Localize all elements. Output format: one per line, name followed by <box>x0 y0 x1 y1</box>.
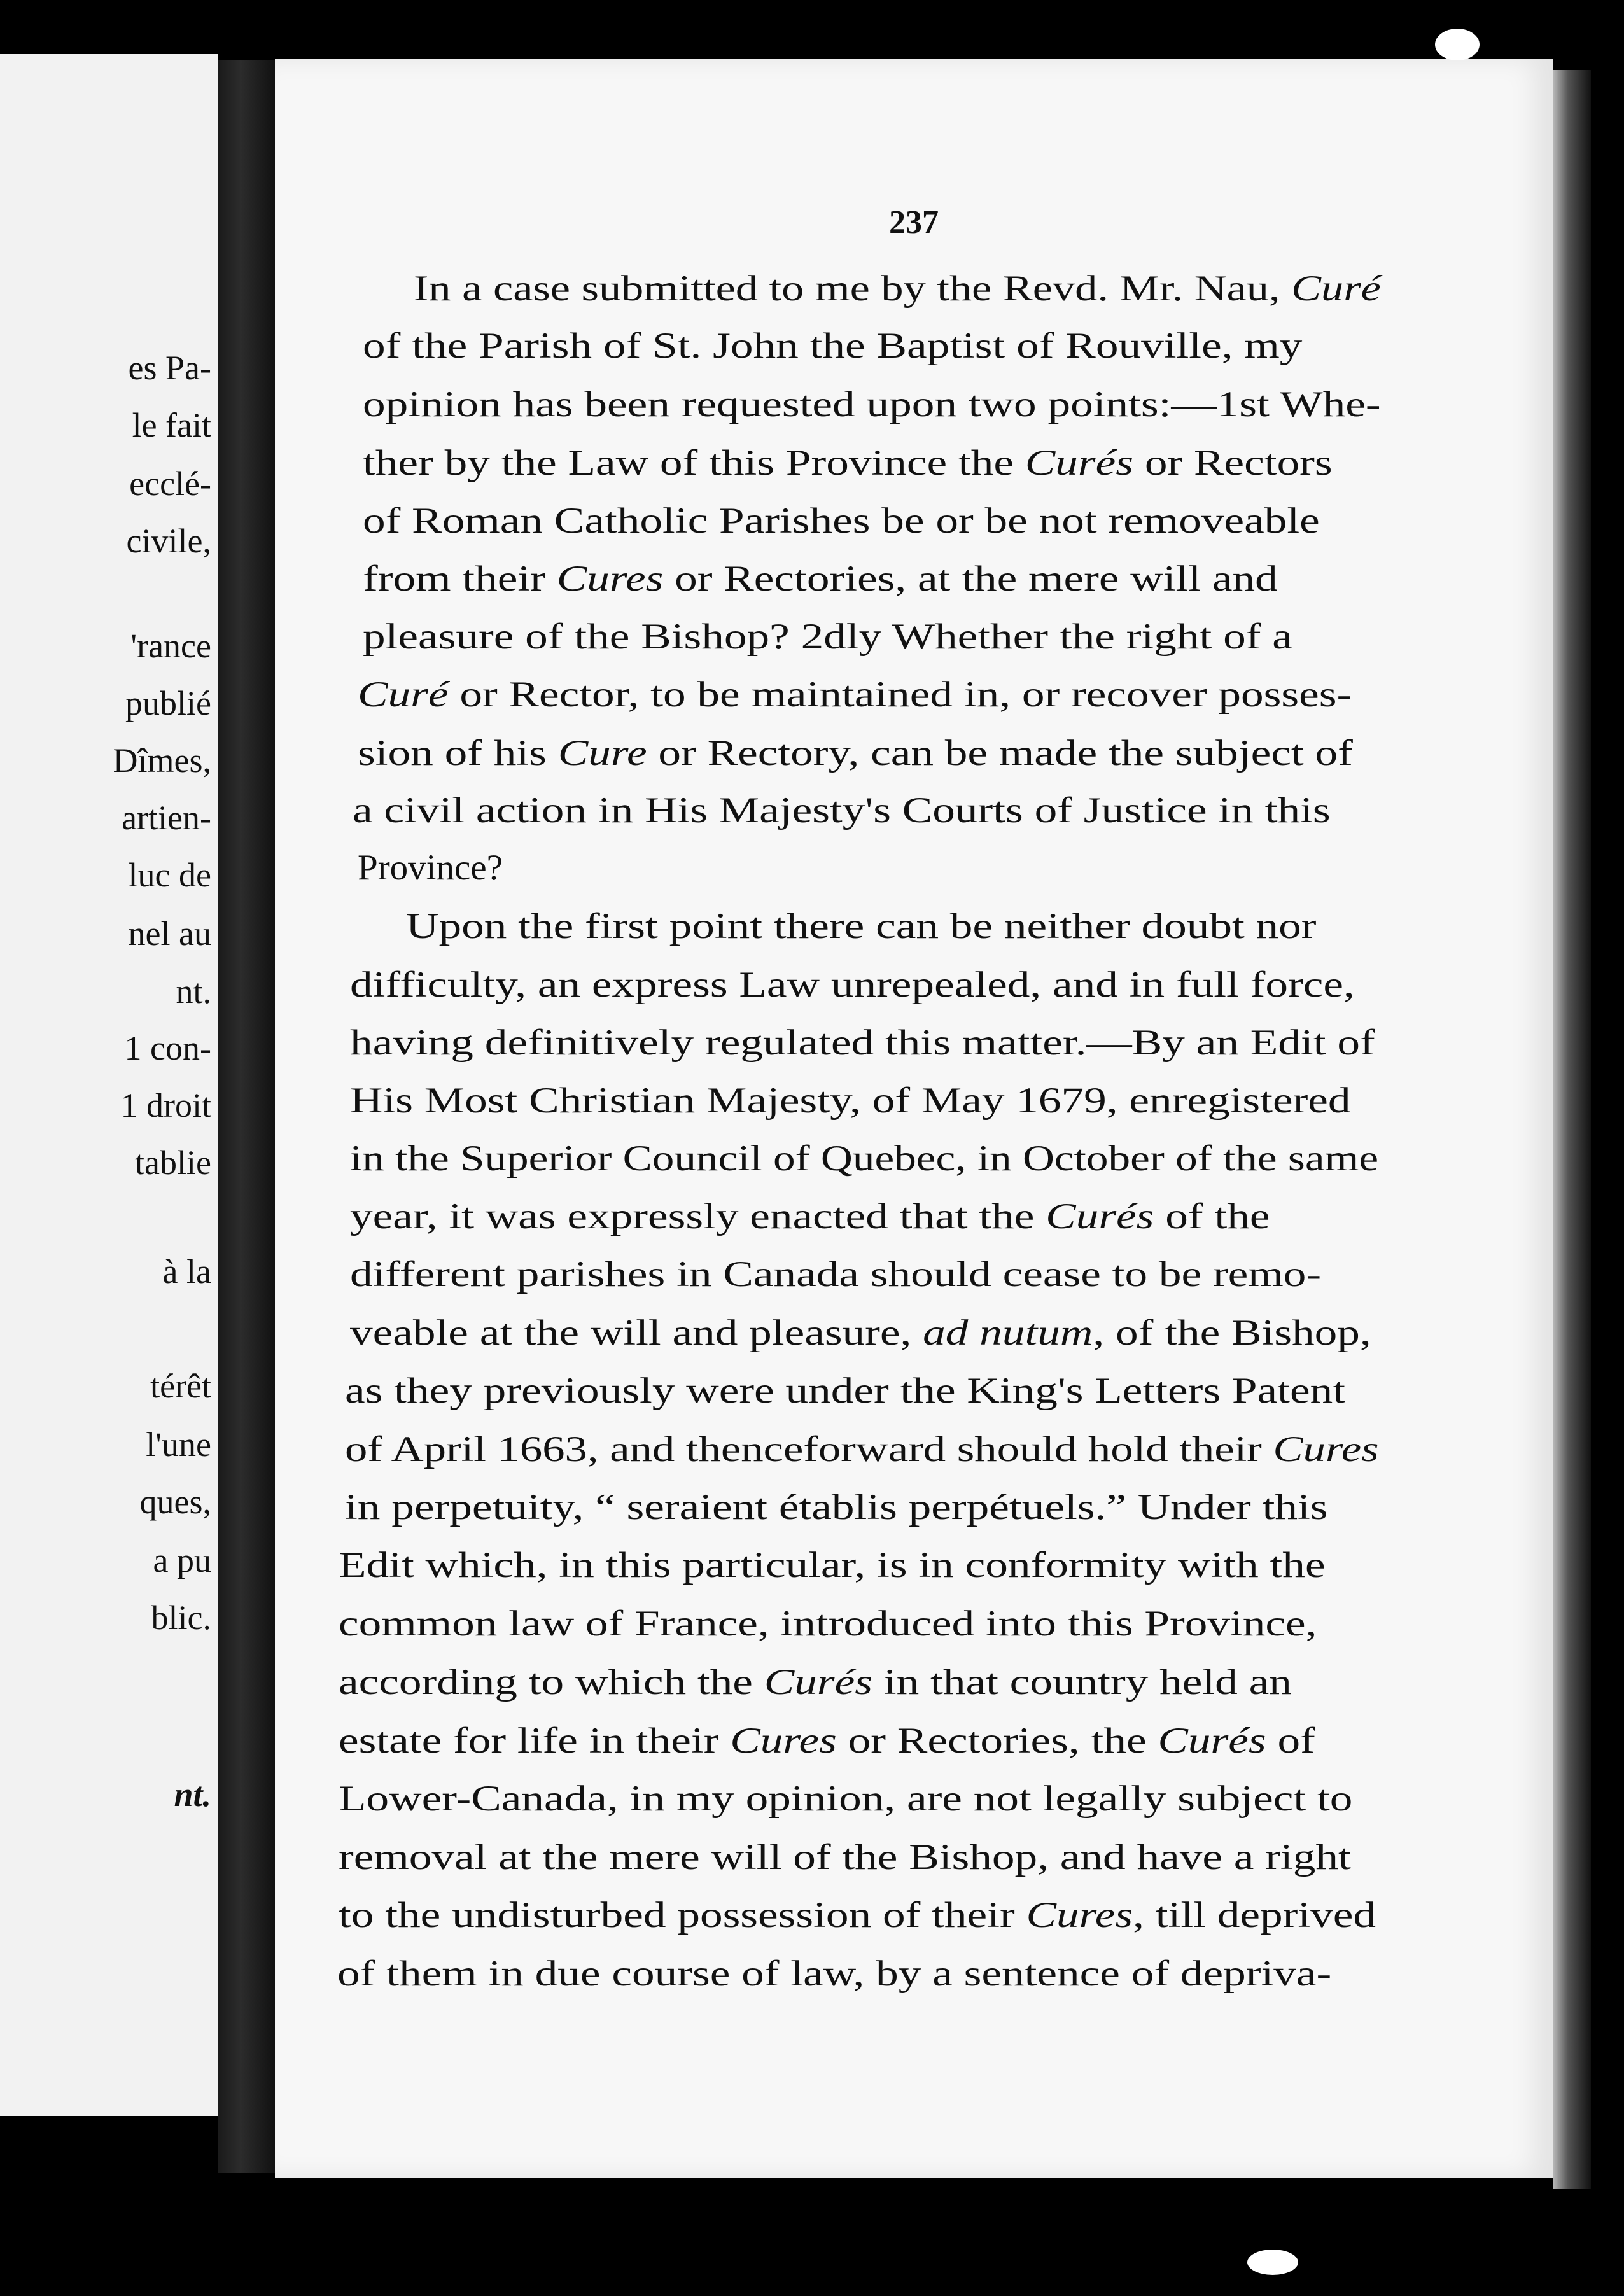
body-text-line: In a case submitted to me by the Revd. Mr. Nau, Curé <box>414 269 1381 309</box>
facing-page <box>0 54 218 2116</box>
body-text-line: Upon the first point there can be neither doubt nor <box>406 906 1317 946</box>
body-text-line: in the Superior Council of Quebec, in October of the same <box>350 1138 1379 1179</box>
facing-page-text-fragment: 'rance <box>130 627 211 665</box>
facing-page-text-fragment: blic. <box>151 1599 211 1637</box>
facing-page-text-fragment: luc de <box>128 856 211 894</box>
body-text-line: removal at the mere will of the Bishop, and have a right <box>339 1837 1351 1877</box>
body-text-line: veable at the will and pleasure, ad nutum, of the Bishop, <box>350 1313 1371 1353</box>
facing-page-text-fragment: à la <box>162 1252 211 1291</box>
body-text-line: according to which the Curés in that country held an <box>339 1662 1292 1702</box>
body-text-line: Edit which, in this particular, is in conformity with the <box>339 1545 1326 1585</box>
body-text-line: of April 1663, and thenceforward should hold their Cures <box>345 1429 1379 1469</box>
facing-page-text-fragment: nt. <box>176 972 211 1011</box>
body-text-line: as they previously were under the King's Letters Patent <box>345 1371 1345 1411</box>
facing-page-text-fragment: nt. <box>174 1775 211 1814</box>
facing-page-text-fragment: artien- <box>122 799 211 837</box>
body-text-line: different parishes in Canada should cease to be remo- <box>350 1254 1322 1294</box>
book-gutter <box>218 60 275 2173</box>
body-text-line: of Roman Catholic Parishes be or be not removeable <box>363 501 1320 541</box>
book-page <box>275 59 1553 2178</box>
facing-page-text-fragment: térêt <box>150 1367 211 1405</box>
body-text-line: of the Parish of St. John the Baptist of Rouville, my <box>363 326 1303 366</box>
body-text-line: estate for life in their Cures or Rectories, the Curés of <box>339 1721 1315 1761</box>
body-text-line: opinion has been requested upon two points:—1st Whe- <box>363 384 1381 424</box>
page-number: 237 <box>889 204 939 241</box>
body-text-line: having definitively regulated this matter.—By an Edit of <box>350 1023 1375 1063</box>
facing-page-text-fragment: civile, <box>126 522 211 560</box>
facing-page-text-fragment: 1 droit <box>120 1086 211 1124</box>
facing-page-text-fragment: nel au <box>128 914 211 953</box>
facing-page-text-fragment: ecclé- <box>129 465 211 503</box>
body-text-line: Lower-Canada, in my opinion, are not legally subject to <box>339 1779 1353 1819</box>
dust-speck <box>1247 2250 1298 2275</box>
facing-page-text-fragment: publié <box>125 684 211 722</box>
body-text-line: a civil action in His Majesty's Courts of Justice in this <box>353 790 1331 830</box>
facing-page-text-fragment: es Pa- <box>128 349 211 387</box>
facing-page-text-fragment: a pu <box>153 1541 211 1579</box>
dust-speck <box>1435 29 1480 60</box>
body-text-line: ther by the Law of this Province the Curés or Rectors <box>363 443 1333 483</box>
body-text-line: His Most Christian Majesty, of May 1679, enregistered <box>350 1081 1351 1121</box>
body-text-line: pleasure of the Bishop? 2dly Whether the right of a <box>363 617 1292 657</box>
body-text-line: difficulty, an express Law unrepealed, and in full force, <box>350 965 1355 1005</box>
facing-page-text-fragment: le fait <box>132 406 211 444</box>
body-text-line: from their Cures or Rectories, at the mere will and <box>363 559 1278 599</box>
body-text-line: Province? <box>358 848 503 888</box>
facing-page-text-fragment: l'une <box>146 1425 211 1464</box>
body-text-line: in perpetuity, “ seraient établis perpétuels.” Under this <box>345 1487 1328 1527</box>
body-text-line: year, it was expressly enacted that the Curés of the <box>350 1196 1270 1236</box>
facing-page-text-fragment: tablie <box>135 1144 211 1182</box>
body-text-line: common law of France, introduced into this Province, <box>339 1604 1317 1644</box>
body-text-line: Curé or Rector, to be maintained in, or recover posses- <box>358 675 1352 715</box>
body-text-line: sion of his Cure or Rectory, can be made the subject of <box>358 733 1353 773</box>
facing-page-text-fragment: ques, <box>139 1483 211 1521</box>
body-text-line: of them in due course of law, by a sentence of depriva- <box>337 1954 1332 1994</box>
body-text-line: to the undisturbed possession of their Cures, till deprived <box>339 1895 1376 1935</box>
facing-page-text-fragment: 1 con- <box>124 1029 211 1067</box>
facing-page-text-fragment: Dîmes, <box>113 741 211 780</box>
page-edge-shadow <box>1553 70 1591 2189</box>
